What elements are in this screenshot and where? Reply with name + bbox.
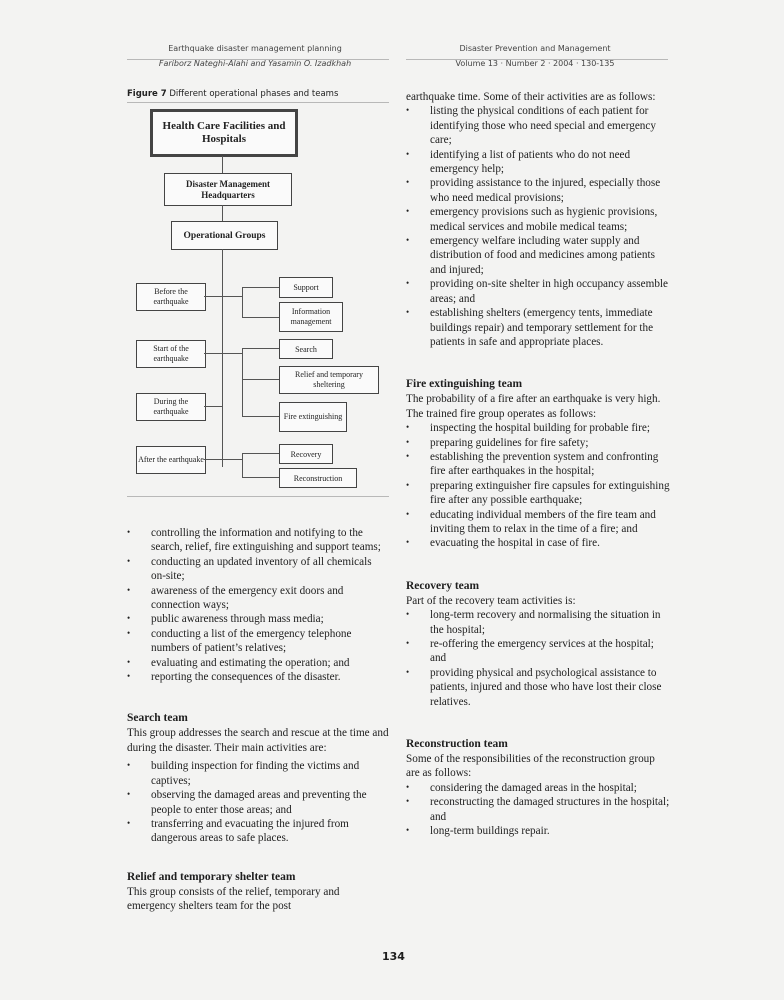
fire-bullet-list [406,421,670,551]
team-recovery: Recovery [279,444,333,464]
relief-continuation: earthquake time. Some of their activities are as follows: [406,91,656,103]
reconstruction-bullet-list [406,781,670,839]
list-item: • considering the damaged areas in the hospital; [406,781,670,795]
list-item: • educating individual members of the fire team and inviting them to relax in the time of a fire; and [406,508,670,537]
recovery-team-intro: Part of the recovery team activities is: [406,594,576,607]
team-reconstruction: Reconstruction [279,468,357,488]
figure-number: Figure 7 [127,89,167,99]
list-item: • conducting an updated inventory of all chemicals on-site; [127,555,389,584]
list-item: • controlling the information and notifying to the search, relief, fire extinguishing and support teams; [127,526,389,555]
page-number: 134 [382,950,405,963]
list-item: • long-term recovery and normalising the situation in the hospital; [406,608,670,637]
list-item: • providing on-site shelter in high occupancy assemble areas; and [406,277,670,306]
relief-team-heading: Relief and temporary shelter team [127,870,296,883]
figure-top-rule [127,102,389,103]
right-column [406,90,670,838]
search-team-heading: Search team [127,712,188,725]
list-item: • emergency provisions such as hygienic provisions, medical services and mobile medical teams; [406,205,670,234]
list-item: • building inspection for finding the victims and captives; [127,759,389,788]
box-operational-groups [171,221,278,250]
fire-team-heading: Fire extinguishing team [406,378,523,391]
box-health-care-label: Health Care Facilities and Hospitals [162,120,286,145]
header-left-rule [127,59,389,60]
figure-caption [127,89,338,99]
search-bullet-list [127,759,389,845]
list-item: • awareness of the emergency exit doors and connection ways; [127,584,389,613]
recovery-bullet-list [406,608,670,709]
list-item: • inspecting the hospital building for probable fire; [406,421,670,435]
box-disaster-management-hq [164,173,292,206]
list-item: • emergency welfare including water supply and distribution of food and medicines among patients and injured; [406,234,670,277]
header-right-journal: Disaster Prevention and Management [459,44,611,53]
list-item: • observing the damaged areas and preventing the people to enter those areas; and [127,788,389,817]
list-item: • providing physical and psychological assistance to patients, injured and those who have lost their close relatives. [406,666,670,709]
header-left [150,44,360,68]
list-item: • identifying a list of patients who do not need emergency help; [406,148,670,177]
box-hq-label: Disaster Management Headquarters [185,178,271,200]
header-left-title: Earthquake disaster management planning [168,44,342,53]
team-search: Search [279,339,333,359]
fire-team-intro: The probability of a fire after an earthquake is very high. The trained fire group operates as follows: [406,393,661,420]
list-item: • reconstructing the damaged structures in the hospital; and [406,795,670,824]
team-fire-extinguishing: Fire extinguishing [279,402,347,432]
recovery-team-heading: Recovery team [406,579,480,592]
relief-bullet-list [406,104,670,349]
team-relief-sheltering: Relief and temporary sheltering [279,366,379,394]
box-health-care-facilities [150,109,298,157]
figure-caption-text: Different operational phases and teams [169,89,339,99]
reconstruction-team-intro: Some of the responsibilities of the reconstruction group are as follows: [406,753,655,780]
reconstruction-team-heading: Reconstruction team [406,738,508,751]
header-right-volume: Volume 13 · Number 2 · 2004 · 130-135 [455,59,615,68]
support-bullet-list [127,526,389,684]
header-left-authors: Fariborz Nateghi-Alahi and Yasamin O. Izadkhah [158,59,352,68]
team-support: Support [279,277,333,298]
list-item: • re-offering the emergency services at the hospital; and [406,637,670,666]
phase-start: Start of the earthquake [136,340,206,368]
list-item: • establishing shelters (emergency tents, immediate buildings repair) and temporary settlement for the patients in safe and appropriate places. [406,306,670,349]
phase-before: Before the earthquake [136,283,206,311]
list-item: • evaluating and estimating the operation; and [127,656,389,670]
search-team-intro: This group addresses the search and rescue at the time and during the disaster. Their main activities are: [127,727,389,754]
box-groups-label: Operational Groups [183,230,266,241]
list-item: • conducting a list of the emergency telephone numbers of patient’s relatives; [127,627,389,656]
figure-bottom-rule [127,496,389,497]
list-item: • evacuating the hospital in case of fire. [406,536,670,550]
list-item: • providing assistance to the injured, especially those who need medical provisions; [406,176,670,205]
left-column [127,526,389,914]
list-item: • preparing guidelines for fire safety; [406,436,670,450]
list-item: • transferring and evacuating the injured from dangerous areas to safe places. [127,817,389,846]
list-item: • reporting the consequences of the disaster. [127,670,389,684]
relief-team-intro: This group consists of the relief, temporary and emergency shelters team for the post [127,885,340,913]
list-item: • listing the physical conditions of each patient for identifying those who need special and emergency care; [406,104,670,147]
phase-during: During the earthquake [136,393,206,421]
header-right-rule [406,59,668,60]
list-item: • long-term buildings repair. [406,824,670,838]
team-information-management: Information management [279,302,343,332]
list-item: • preparing extinguisher fire capsules for extinguishing fire after any possible earthquake; [406,479,670,508]
list-item: • establishing the prevention system and confronting fire after earthquakes in the hospital; [406,450,670,479]
header-right [420,44,650,68]
phase-after: After the earthquake [136,446,206,474]
list-item: • public awareness through mass media; [127,612,389,626]
